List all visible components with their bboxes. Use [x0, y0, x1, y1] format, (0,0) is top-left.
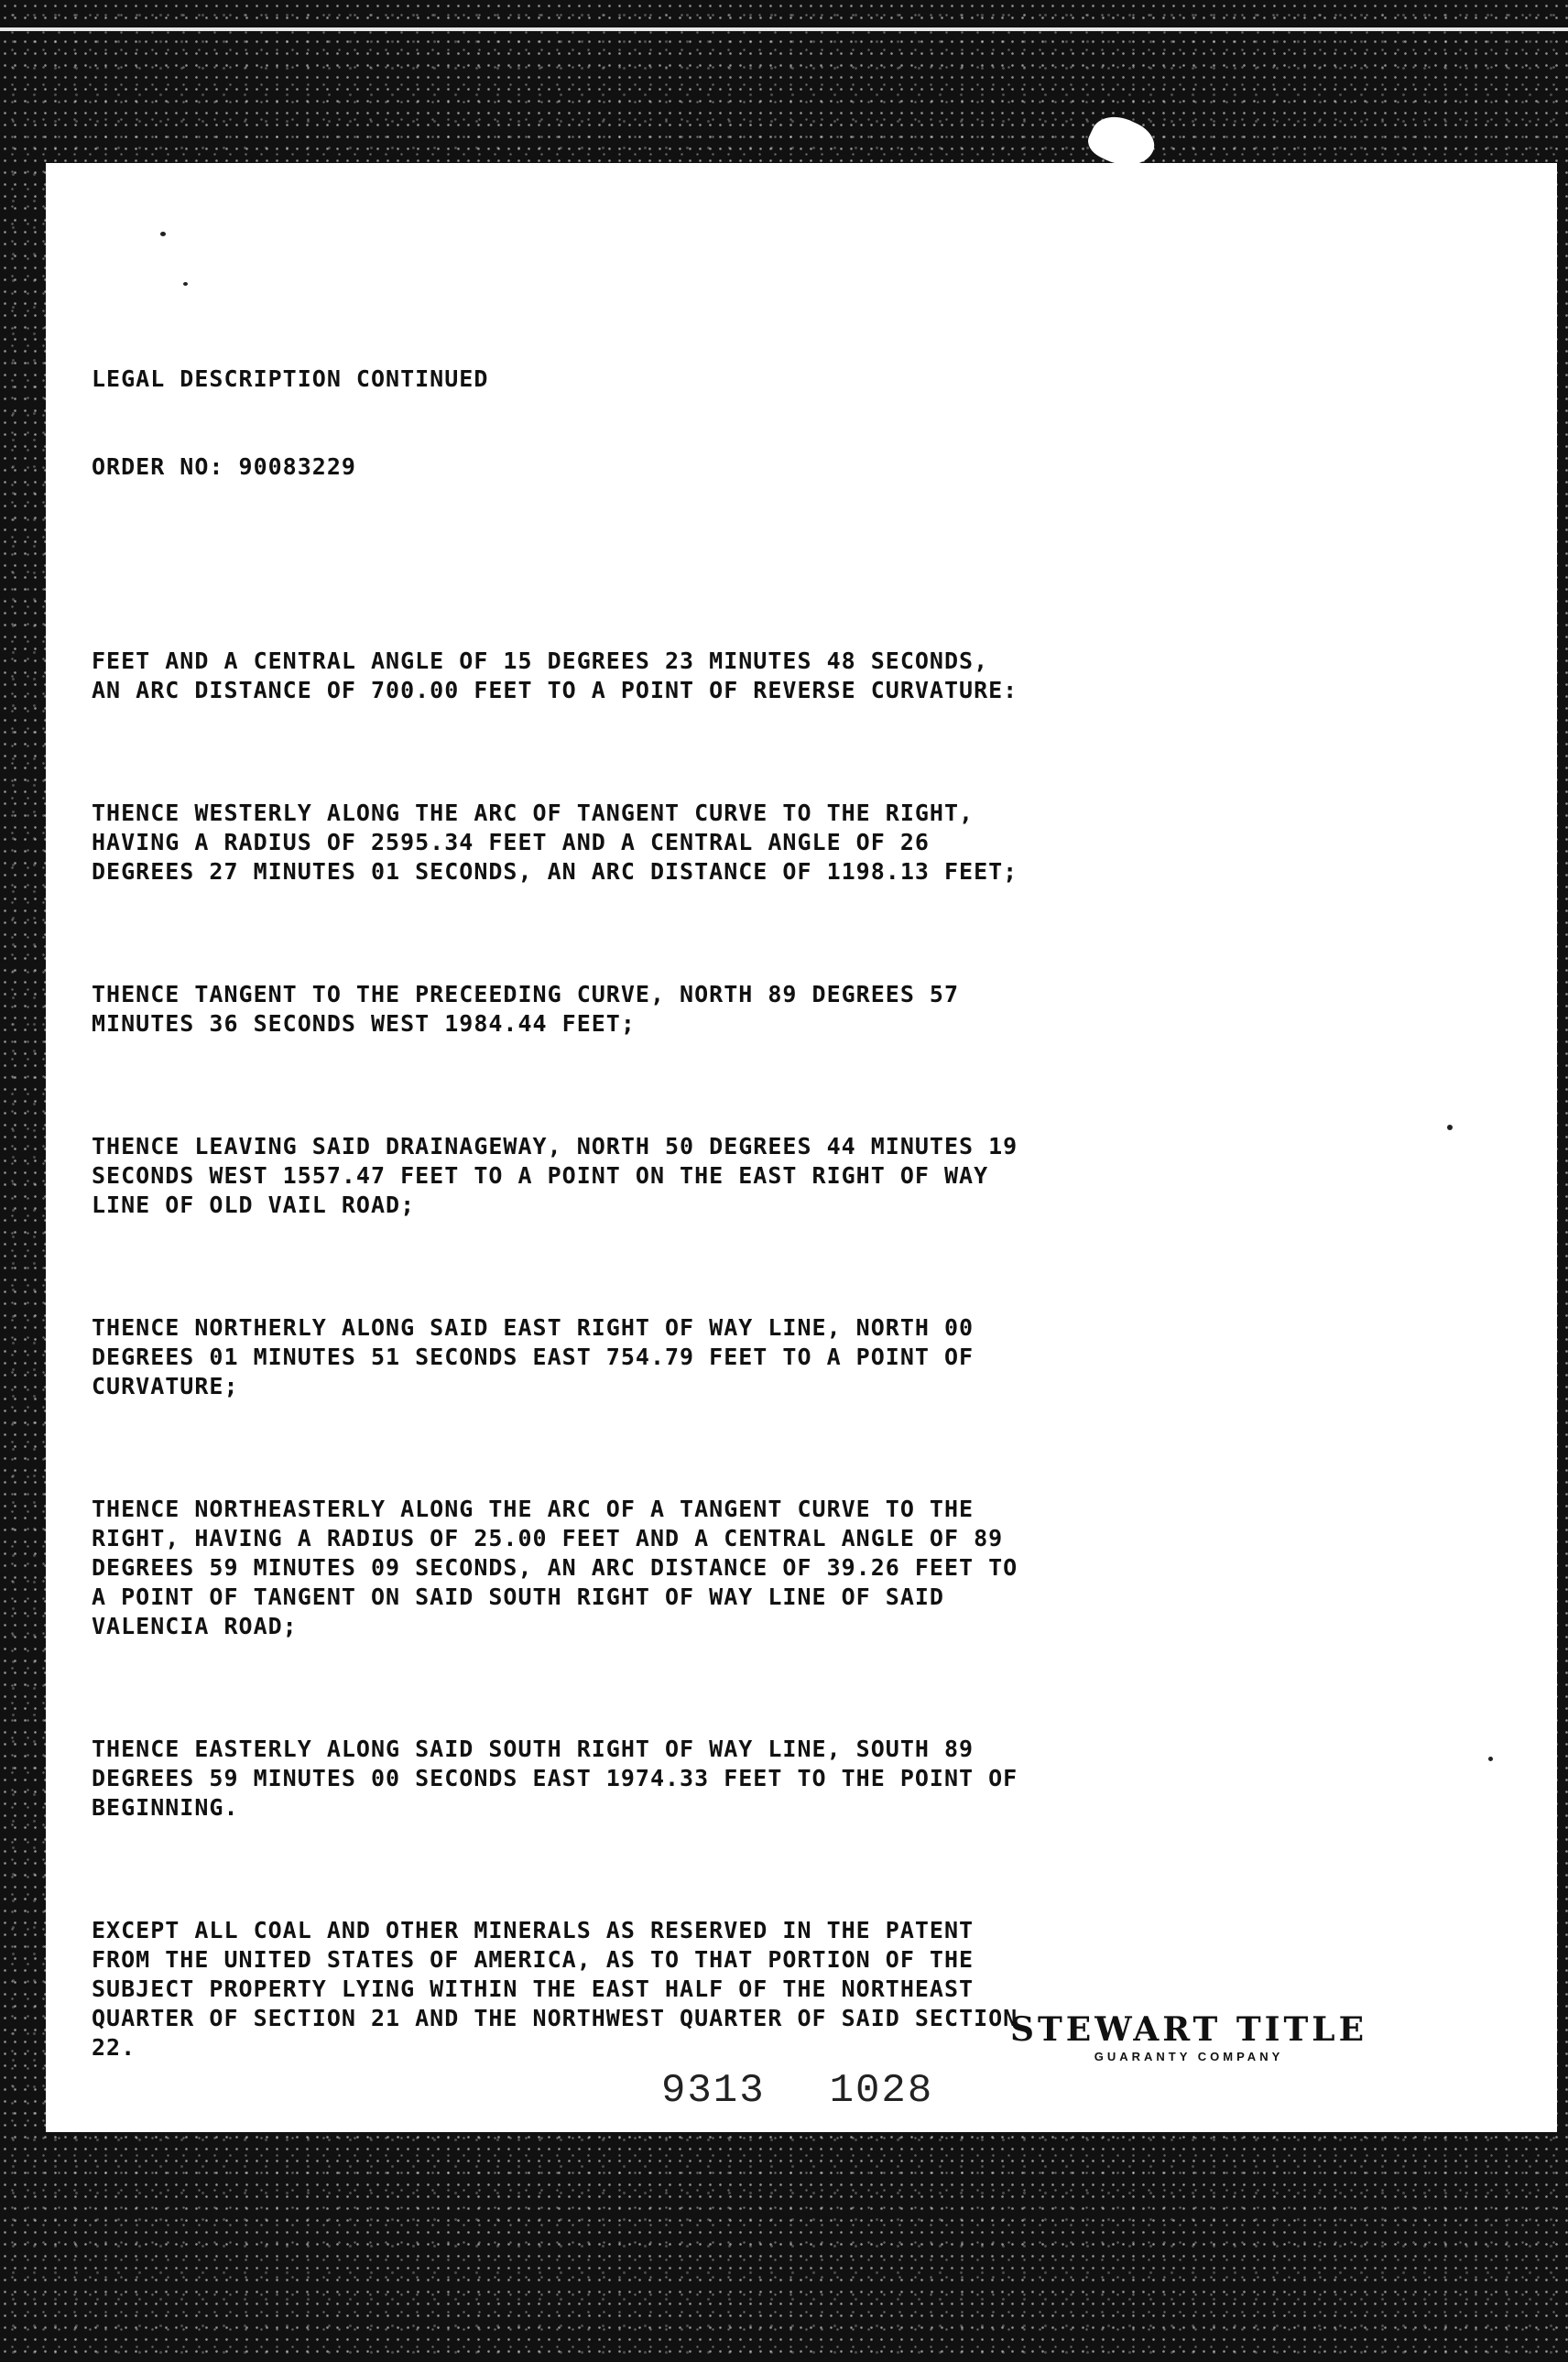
stewart-title-logo: [987, 2011, 1390, 2063]
logo-subtitle: GUARANTY COMPANY: [1094, 2050, 1284, 2063]
logo-name: STEWART TITLE: [1009, 2010, 1368, 2049]
paragraph-2: THENCE WESTERLY ALONG THE ARC OF TANGENT CURVE TO THE RIGHT, HAVING A RADIUS OF 2595.34 FEET AND A CENTRAL ANGLE OF 26 DEGREES 27 MINUTES 01 SECONDS, AN ARC DISTANCE OF 1198.13 FEET;: [92, 800, 1018, 885]
speck: [1447, 1125, 1453, 1130]
header-title: LEGAL DESCRIPTION CONTINUED: [92, 365, 489, 392]
document-header: [92, 306, 1301, 540]
paragraph-8: EXCEPT ALL COAL AND OTHER MINERALS AS RESERVED IN THE PATENT FROM THE UNITED STATES OF AMERICA, AS TO THAT PORTION OF THE SUBJECT PROPERTY LYING WITHIN THE EAST HALF OF THE NORTHEAST QUARTER OF SECTION 21 AND THE NORTHWEST QUARTER OF SAID SECTION 22.: [92, 1917, 1018, 2061]
legal-description: [92, 247, 1301, 2121]
docket-page: 1028: [829, 2068, 934, 2114]
paragraph-5: THENCE NORTHERLY ALONG SAID EAST RIGHT OF WAY LINE, NORTH 00 DEGREES 01 MINUTES 51 SECONDS EAST 754.79 FEET TO A POINT OF CURVATURE;: [92, 1314, 975, 1399]
top-rule: [0, 27, 1568, 31]
speck: [1488, 1757, 1493, 1761]
docket-book: 9313: [661, 2068, 766, 2114]
paragraph-6: THENCE NORTHEASTERLY ALONG THE ARC OF A TANGENT CURVE TO THE RIGHT, HAVING A RADIUS OF 25.00 FEET AND A CENTRAL ANGLE OF 89 DEGREES 59 MINUTES 09 SECONDS, AN ARC DISTANCE OF 39.26 FEET TO A POINT OF TANGENT ON SAID SOUTH RIGHT OF WAY LINE OF SAID VALENCIA ROAD;: [92, 1496, 1018, 1639]
paragraph-1: FEET AND A CENTRAL ANGLE OF 15 DEGREES 23 MINUTES 48 SECONDS, AN ARC DISTANCE OF 700.00 FEET TO A POINT OF REVERSE CURVATURE:: [92, 648, 1018, 703]
paragraph-4: THENCE LEAVING SAID DRAINAGEWAY, NORTH 50 DEGREES 44 MINUTES 19 SECONDS WEST 1557.47 FEET TO A POINT ON THE EAST RIGHT OF WAY LINE OF OLD VAIL ROAD;: [92, 1133, 1018, 1218]
docket-stamp: [661, 2068, 997, 2114]
paragraph-3: THENCE TANGENT TO THE PRECEEDING CURVE, NORTH 89 DEGREES 57 MINUTES 36 SECONDS WEST 1984.44 FEET;: [92, 981, 960, 1037]
paragraph-7: THENCE EASTERLY ALONG SAID SOUTH RIGHT OF WAY LINE, SOUTH 89 DEGREES 59 MINUTES 00 SECONDS EAST 1974.33 FEET TO THE POINT OF BEGINNING.: [92, 1736, 1018, 1821]
order-number: ORDER NO: 90083229: [92, 453, 356, 480]
speck: [160, 232, 166, 236]
